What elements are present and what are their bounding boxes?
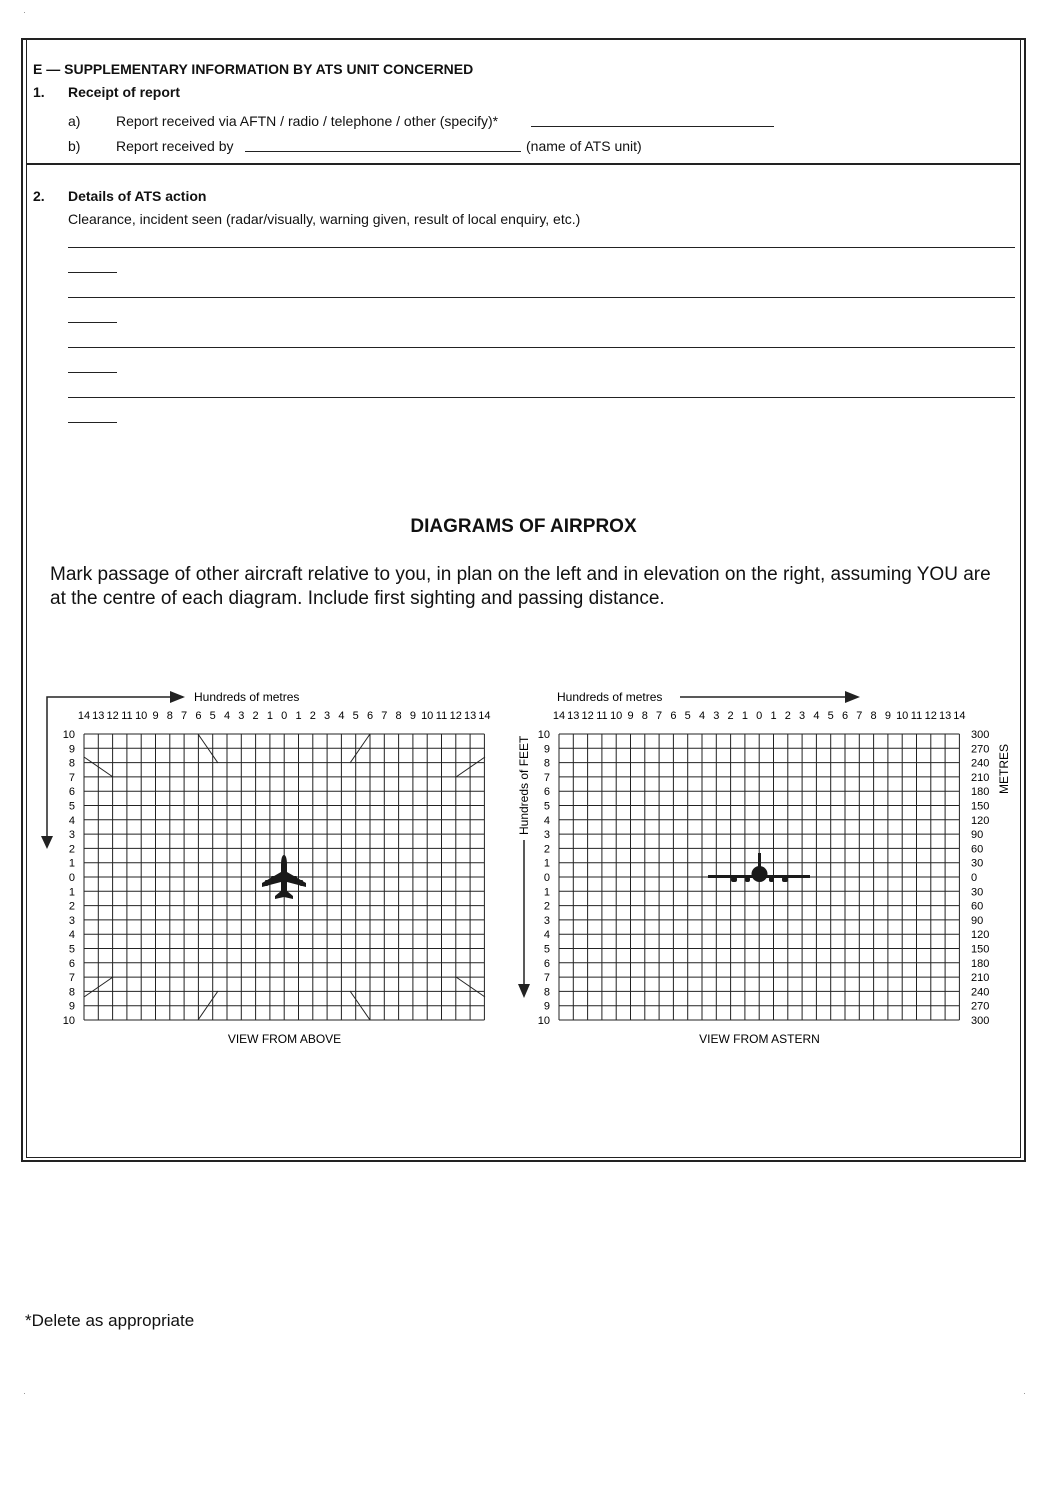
elevation-x-tick-label: 14: [953, 710, 966, 722]
elevation-y-tick-label: 3: [543, 829, 550, 842]
elevation-metres-tick-label: 270: [971, 1000, 990, 1013]
plan-x-tick-label: 3: [324, 710, 331, 722]
plan-y-tick-label: 7: [68, 771, 75, 784]
elevation-y-tick-label: 9: [543, 743, 550, 756]
plan-x-tick-label: 0: [281, 710, 288, 722]
elevation-metres-tick-label: 90: [971, 829, 984, 842]
section-e-heading: E — SUPPLEMENTARY INFORMATION BY ATS UNIT CONCERNED: [33, 61, 474, 77]
elevation-metres-tick-label: 150: [971, 800, 990, 813]
plan-x-tick-label: 2: [252, 710, 259, 722]
feet-axis-label: Hundreds of FEET: [517, 735, 531, 835]
plan-x-tick-label: 3: [238, 710, 245, 722]
arrow-down-icon: [41, 836, 53, 849]
item2-title: Details of ATS action: [68, 188, 207, 204]
elevation-metres-tick-label: 240: [971, 986, 990, 999]
plan-y-tick-label: 3: [68, 914, 75, 927]
elevation-x-tick-label: 9: [627, 710, 634, 722]
item1b-text-before: Report received by: [116, 138, 234, 154]
elevation-x-tick-label: 6: [670, 710, 677, 722]
elevation-y-tick-label: 6: [543, 957, 550, 970]
elevation-x-tick-label: 8: [870, 710, 877, 722]
elevation-x-tick-label: 10: [610, 710, 623, 722]
item2-number: 2.: [33, 188, 45, 204]
plan-y-tick-label: 10: [62, 1015, 75, 1027]
plan-y-tick-label: 2: [68, 900, 75, 913]
elevation-y-tick-label: 7: [543, 771, 550, 784]
elevation-x-tick-label: 4: [813, 710, 820, 722]
elevation-metres-tick-label: 210: [971, 771, 990, 784]
elevation-x-tick-label: 1: [770, 710, 777, 722]
elevation-y-tick-label: 9: [543, 1000, 550, 1013]
plan-x-tick-label: 7: [381, 710, 388, 722]
elevation-x-tick-label: 7: [656, 710, 663, 722]
elevation-y-tick-label: 8: [543, 986, 550, 999]
elevation-x-tick-label: 9: [884, 710, 891, 722]
item1b-label: b): [68, 138, 81, 154]
plan-x-tick-label: 9: [152, 710, 159, 722]
metres-axis-label: METRES: [997, 743, 1011, 794]
item1a-label: a): [68, 113, 81, 129]
elevation-x-tick-label: 12: [924, 710, 937, 722]
elevation-x-tick-label: 14: [552, 710, 566, 722]
elevation-y-tick-label: 5: [543, 943, 550, 956]
arrow-right-icon: [170, 691, 185, 703]
plan-x-tick-label: 14: [77, 710, 91, 722]
plan-x-tick-label: 4: [338, 710, 345, 722]
plan-x-tick-label: 2: [309, 710, 316, 722]
plan-x-tick-label: 5: [209, 710, 216, 722]
elevation-metres-tick-label: 30: [971, 857, 984, 870]
plan-x-tick-label: 11: [121, 710, 133, 722]
elevation-metres-tick-label: 60: [971, 843, 984, 856]
plan-x-tick-label: 13: [92, 710, 105, 722]
view-from-above-caption: VIEW FROM ABOVE: [227, 1032, 342, 1046]
elevation-y-tick-label: 8: [543, 757, 550, 770]
elevation-metres-tick-label: 120: [971, 929, 990, 942]
item1a-text: Report received via AFTN / radio / telephone / other (specify)*: [116, 113, 499, 129]
elevation-x-tick-label: 11: [596, 710, 608, 722]
elevation-x-tick-label: 4: [698, 710, 706, 722]
item2-text: Clearance, incident seen (radar/visually, warning given, result of local enquiry, etc.): [68, 211, 581, 227]
plan-y-tick-label: 4: [68, 814, 75, 827]
elevation-y-tick-label: 3: [543, 914, 550, 927]
plan-y-tick-label: 5: [68, 943, 75, 956]
item1-title: Receipt of report: [68, 84, 181, 100]
elevation-y-tick-label: 0: [543, 872, 550, 884]
diagrams-title: DIAGRAMS OF AIRPROX: [410, 516, 637, 537]
elevation-metres-tick-label: 0: [971, 872, 978, 884]
elevation-metres-tick-label: 180: [971, 957, 990, 970]
elevation-x-tick-label: 3: [713, 710, 720, 722]
plan-y-tick-label: 9: [68, 1000, 75, 1013]
elevation-x-tick-label: 2: [727, 710, 734, 722]
elevation-metres-tick-label: 240: [971, 757, 990, 770]
plan-y-tick-label: 1: [68, 857, 75, 870]
arrow-right-icon: [845, 691, 860, 703]
elevation-metres-tick-label: 300: [971, 1015, 990, 1027]
elevation-metres-tick-label: 300: [971, 729, 990, 741]
plan-y-tick-label: 8: [68, 757, 75, 770]
plan-x-tick-label: 1: [266, 710, 273, 722]
elevation-x-tick-label: 13: [567, 710, 580, 722]
plan-y-tick-label: 0: [68, 872, 75, 884]
plan-x-tick-label: 6: [366, 710, 374, 722]
elevation-y-tick-label: 5: [543, 800, 550, 813]
elevation-x-tick-label: 8: [641, 710, 648, 722]
plan-x-tick-label: 7: [181, 710, 188, 722]
elevation-x-tick-label: 6: [841, 710, 849, 722]
plan-x-tick-label: 4: [223, 710, 231, 722]
plan-y-tick-label: 9: [68, 743, 75, 756]
elevation-x-tick-label: 7: [856, 710, 863, 722]
elevation-metres-tick-label: 270: [971, 743, 990, 756]
elevation-metres-tick-label: 30: [971, 886, 984, 899]
plan-x-tick-label: 13: [463, 710, 477, 722]
elevation-y-tick-label: 1: [543, 886, 550, 899]
plan-x-tick-label: 8: [166, 710, 173, 722]
elevation-y-tick-label: 10: [537, 1015, 550, 1027]
elevation-x-tick-label: 5: [827, 710, 834, 722]
elevation-y-tick-label: 6: [543, 786, 550, 799]
plan-x-tick-label: 8: [395, 710, 402, 722]
plan-x-tick-label: 6: [195, 710, 202, 722]
view-from-astern-caption: VIEW FROM ASTERN: [699, 1032, 820, 1046]
arrow-down-icon: [518, 984, 530, 998]
left-hmetres-label: Hundreds of metres: [194, 690, 300, 704]
plan-x-tick-label: 9: [409, 710, 416, 722]
elevation-y-tick-label: 7: [543, 972, 550, 985]
plan-x-tick-label: 10: [135, 710, 148, 722]
plan-y-tick-label: 7: [68, 972, 75, 985]
plan-x-tick-label: 1: [295, 710, 302, 722]
plan-y-tick-label: 6: [68, 786, 75, 799]
plan-x-tick-label: 5: [352, 710, 359, 722]
plan-x-tick-label: 10: [421, 710, 434, 722]
elevation-metres-tick-label: 150: [971, 943, 990, 956]
elevation-metres-tick-label: 60: [971, 900, 984, 913]
elevation-x-tick-label: 3: [799, 710, 806, 722]
elevation-y-tick-label: 2: [543, 900, 550, 913]
plan-y-tick-label: 5: [68, 800, 75, 813]
plan-x-tick-label: 12: [449, 710, 462, 722]
plan-y-tick-label: 10: [62, 729, 75, 741]
elevation-y-tick-label: 4: [543, 814, 550, 827]
plan-y-tick-label: 3: [68, 829, 75, 842]
elevation-x-tick-label: 10: [896, 710, 909, 722]
right-hmetres-label: Hundreds of metres: [557, 690, 663, 704]
plan-y-tick-label: 6: [68, 957, 75, 970]
elevation-metres-tick-label: 90: [971, 914, 984, 927]
plan-x-tick-label: 14: [478, 710, 491, 722]
elevation-x-tick-label: 11: [910, 710, 923, 722]
plan-y-tick-label: 1: [68, 886, 75, 899]
elevation-metres-tick-label: 210: [971, 972, 990, 985]
item1b-text-after: (name of ATS unit): [526, 138, 642, 154]
elevation-y-tick-label: 10: [537, 729, 550, 741]
airplane-rear-view-icon: [708, 853, 810, 882]
plan-x-tick-label: 11: [435, 710, 448, 722]
plan-y-tick-label: 8: [68, 986, 75, 999]
elevation-x-tick-label: 1: [741, 710, 748, 722]
elevation-x-tick-label: 12: [581, 710, 594, 722]
elevation-metres-tick-label: 120: [971, 814, 990, 827]
elevation-y-tick-label: 1: [543, 857, 550, 870]
diagrams-instruction: Mark passage of other aircraft relative to you, in plan on the left and in elevation on the right, assuming YOU are at the centre of each diagram. Include first sighting and passing distance.: [50, 564, 991, 609]
plan-y-tick-label: 4: [68, 929, 75, 942]
item1-number: 1.: [33, 84, 45, 100]
elevation-metres-tick-label: 180: [971, 786, 990, 799]
elevation-x-tick-label: 13: [938, 710, 952, 722]
elevation-x-tick-label: 2: [784, 710, 791, 722]
elevation-x-tick-label: 0: [756, 710, 763, 722]
elevation-y-tick-label: 2: [543, 843, 550, 856]
elevation-y-tick-label: 4: [543, 929, 550, 942]
plan-y-tick-label: 2: [68, 843, 75, 856]
plan-x-tick-label: 12: [106, 710, 119, 722]
elevation-x-tick-label: 5: [684, 710, 691, 722]
footnote: *Delete as appropriate: [25, 1311, 195, 1330]
